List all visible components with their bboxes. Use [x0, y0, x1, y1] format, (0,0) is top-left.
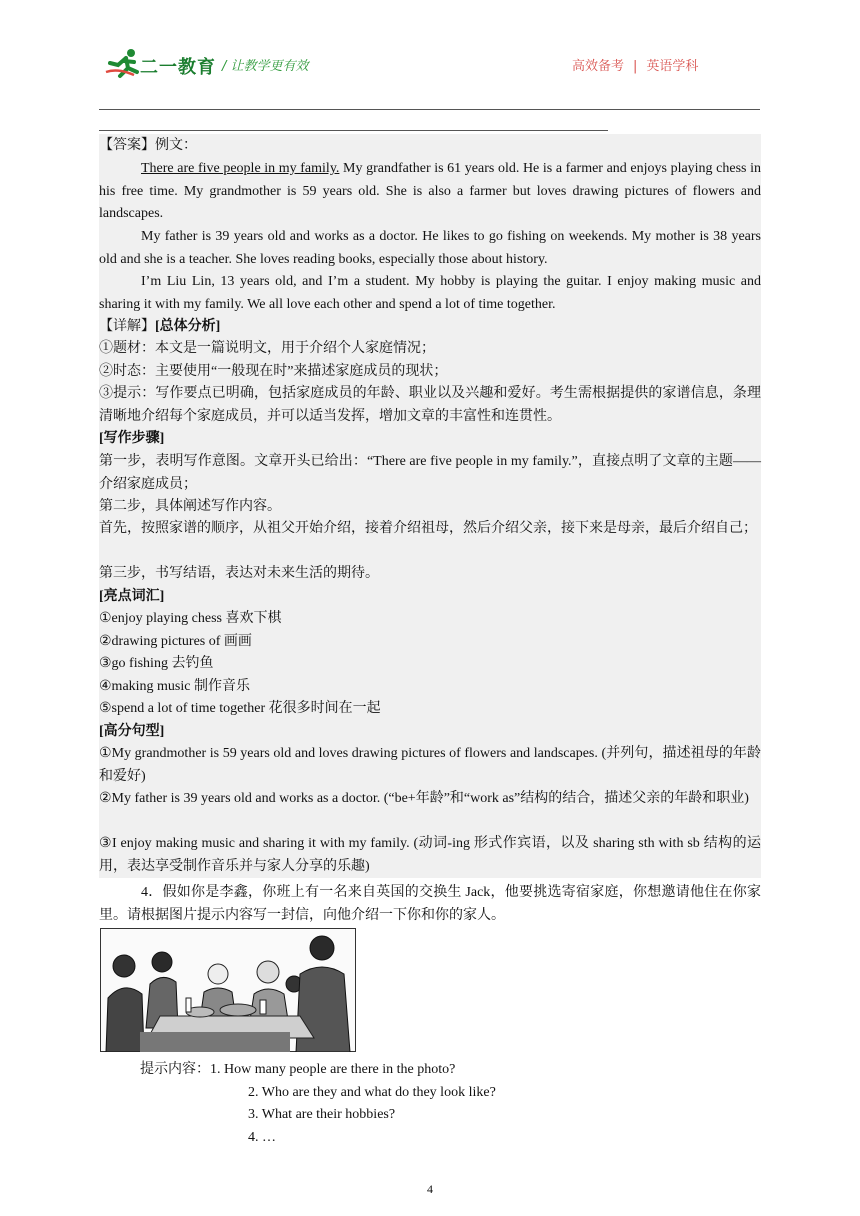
brand-slogan: / 让教学更有效 — [222, 59, 309, 74]
writing-step-3: 第三步，书写结语，表达对未来生活的期待。 — [99, 566, 379, 581]
brand-name: 二一教育 — [140, 57, 216, 78]
hint-item-1: 1. How many people are there in the photo? — [210, 1062, 456, 1077]
runner-logo-icon — [104, 48, 144, 80]
sentences-title: [高分句型] — [99, 724, 165, 739]
vocab-item-2: ②drawing pictures of 画画 — [99, 634, 252, 649]
analysis-point-2: ②时态：主要使用“一般现在时”来描述家庭成员的现状； — [99, 364, 448, 379]
tag-left: 高效备考 — [572, 59, 625, 74]
essay-paragraph-2: My father is 39 years old and works as a doctor. He likes to go fishing on weekends. My mother is 38 years old and she is a teacher. She loves reading books, especially those about history. — [99, 229, 761, 267]
answer-blank-line-1 — [99, 109, 760, 110]
sentence-item-1: ①My grandmother is 59 years old and loves drawing pictures of flowers and landscapes. (并列句，描述祖母的年龄和爱好) — [99, 746, 761, 784]
family-photo — [100, 928, 356, 1052]
hint-row-1 — [140, 1059, 640, 1082]
essay-paragraph-1-rest: My grandfather is 61 years old. He is a farmer and enjoys playing chess in his free time. My grandmother is 59 years old. She is also a farmer but loves drawing pictures of flowers and landscapes. — [99, 161, 762, 221]
answer-blank-line-2 — [99, 130, 608, 131]
essay-paragraph-3: I’m Liu Lin, 13 years old, and I’m a student. My hobby is playing the guitar. I enjoy making music and sharing it with my family. We all love each other and spend a lot of time together. — [99, 274, 761, 312]
hint-label: 提示内容： — [140, 1062, 210, 1077]
analysis-point-3: ③提示：写作要点已明确，包括家庭成员的年龄、职业以及兴趣和爱好。考生需根据提供的家谱信息，条理清晰地介绍每个家庭成员，并可以适当发挥，增加文章的丰富性和连贯性。 — [99, 386, 761, 424]
essay-paragraph-1 — [99, 158, 761, 226]
page-number: 4 — [427, 1182, 433, 1196]
tag-separator: | — [633, 59, 638, 74]
vocab-item-5: ⑤spend a lot of time together 花很多时间在一起 — [99, 701, 381, 716]
tag-right: 英语学科 — [646, 59, 699, 74]
sentence-item-2: ②My father is 39 years old and works as a doctor. (“be+年龄”和“work as”结构的结合，描述父亲的年龄和职业) — [99, 791, 749, 806]
analysis-point-1: ①题材：本文是一篇说明文，用于介绍个人家庭情况； — [99, 341, 435, 356]
vocab-item-3: ③go fishing 去钓鱼 — [99, 656, 214, 671]
subject-tag — [572, 55, 698, 74]
hint-item-2: 2. Who are they and what do they look like? — [248, 1085, 496, 1100]
hint-item-4: 4. … — [248, 1130, 276, 1145]
analysis-label: 【详解】 — [99, 319, 155, 334]
writing-step-2: 第二步，具体阐述写作内容。 — [99, 499, 281, 514]
vocab-title: [亮点词汇] — [99, 589, 165, 604]
overall-analysis-title: [总体分析] — [155, 319, 221, 334]
family-dinner-illustration — [100, 928, 356, 1052]
vocab-item-4: ④making music 制作音乐 — [99, 679, 250, 694]
hint-item-3: 3. What are their hobbies? — [248, 1107, 396, 1122]
writing-step-1: 第一步，表明写作意图。文章开头已给出：“There are five people in my family.”，直接点明了文章的主题——介绍家庭成员； — [99, 454, 761, 492]
essay-opening-sentence: There are five people in my family. — [141, 161, 340, 176]
question-4-prompt: 4．假如你是李鑫，你班上有一名来自英国的交换生 Jack，他要挑选寄宿家庭，你想邀请他住在你家里。请根据图片提示内容写一封信，向他介绍一下你和你的家人。 — [99, 885, 761, 923]
vocab-item-1: ①enjoy playing chess 喜欢下棋 — [99, 611, 282, 626]
writing-step-2-detail: 首先，按照家谱的顺序，从祖父开始介绍，接着介绍祖母，然后介绍父亲，接下来是母亲，最后介绍自己； — [99, 521, 757, 536]
sentence-item-3: ③I enjoy making music and sharing it with my family. (动词-ing 形式作宾语，以及 sharing sth with sb 结构的运用，表达享受制作音乐并与家人分享的乐趣) — [99, 836, 761, 874]
writing-steps-title: [写作步骤] — [99, 431, 165, 446]
analysis-heading — [99, 316, 761, 339]
answer-label: 【答案】例文： — [99, 138, 197, 153]
